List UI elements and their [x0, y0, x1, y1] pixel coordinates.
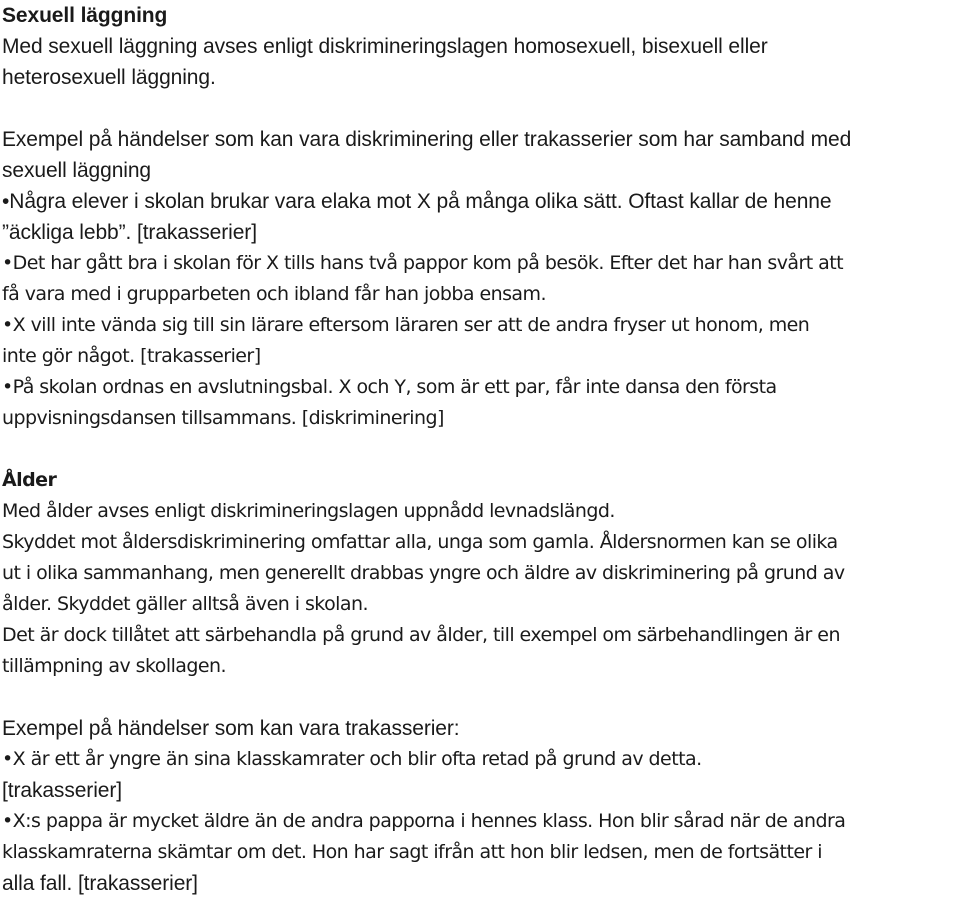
section-sexual-orientation-continued [2, 248, 960, 713]
bullet-item [2, 186, 960, 248]
bullet-line: få vara med i grupparbeten och ibland får han jobba ensam. [2, 283, 546, 305]
section-heading: Sexuell läggning [2, 4, 168, 27]
section-age-bullets-tag [2, 775, 960, 806]
definition-line: heterosexuell läggning. [2, 66, 216, 89]
bullet-line: ”äckliga lebb”. [trakasserier] [2, 221, 257, 244]
bullet-line: •Några elever i skolan brukar vara elaka mot X på många olika sätt. Oftast kallar de henne [2, 190, 832, 213]
section-age-bullets-continued [2, 806, 960, 868]
bullet-line: uppvisningsdansen tillsammans. [diskriminering] [2, 407, 444, 429]
bullet-item [2, 372, 960, 434]
paragraph-line: Skyddet mot åldersdiskriminering omfattar alla, unga som gamla. Åldersnormen kan se olika [2, 531, 838, 553]
examples-intro-line: Exempel på händelser som kan vara trakasserier: [2, 717, 460, 740]
bullet-line: inte gör något. [trakasserier] [2, 345, 261, 367]
bullet-line: •Det har gått bra i skolan för X tills hans två pappor kom på besök. Efter det har han svårt att [2, 252, 844, 274]
blank-line [2, 682, 960, 713]
bullet-item [2, 310, 960, 372]
bullet-line: [trakasserier] [2, 779, 122, 802]
examples-intro-line: Exempel på händelser som kan vara diskriminering eller trakasserier som har samband med [2, 128, 852, 151]
bullet-line: klasskamraterna skämtar om det. Hon har sagt ifrån att hon blir ledsen, men de fortsätter i [2, 841, 822, 863]
section-age-bullets-end [2, 868, 960, 899]
blank-line [2, 434, 960, 465]
bullet-line: •X är ett år yngre än sina klasskamrater och blir ofta retad på grund av detta. [2, 748, 702, 770]
examples-intro-line: sexuell läggning [2, 159, 152, 182]
bullet-line: alla fall. [trakasserier] [2, 872, 198, 895]
bullet-item [2, 248, 960, 310]
blank-line [2, 93, 960, 124]
section-heading: Ålder [2, 469, 57, 491]
section-sexual-orientation [2, 0, 960, 248]
bullet-line: •X vill inte vända sig till sin lärare eftersom läraren ser att de andra fryser ut honom, men [2, 314, 810, 336]
section-age-examples [2, 713, 960, 744]
bullet-line: •På skolan ordnas en avslutningsbal. X och Y, som är ett par, får inte dansa den första [2, 376, 777, 398]
paragraph-line: ut i olika sammanhang, men generellt drabbas yngre och äldre av diskriminering på grund av [2, 562, 845, 584]
paragraph-line: tillämpning av skollagen. [2, 655, 227, 677]
paragraph-line: Det är dock tillåtet att särbehandla på grund av ålder, till exempel om särbehandlingen är en [2, 624, 840, 646]
section-age-bullets [2, 744, 960, 775]
bullet-item [2, 806, 960, 868]
bullet-line: •X:s pappa är mycket äldre än de andra papporna i hennes klass. Hon blir sårad när de andra [2, 810, 846, 832]
paragraph-line: ålder. Skyddet gäller alltså även i skolan. [2, 593, 368, 615]
bullet-item [2, 744, 960, 775]
paragraph-line: Med ålder avses enligt diskrimineringslagen uppnådd levnadslängd. [2, 500, 615, 522]
definition-line: Med sexuell läggning avses enligt diskrimineringslagen homosexuell, bisexuell eller [2, 35, 768, 58]
